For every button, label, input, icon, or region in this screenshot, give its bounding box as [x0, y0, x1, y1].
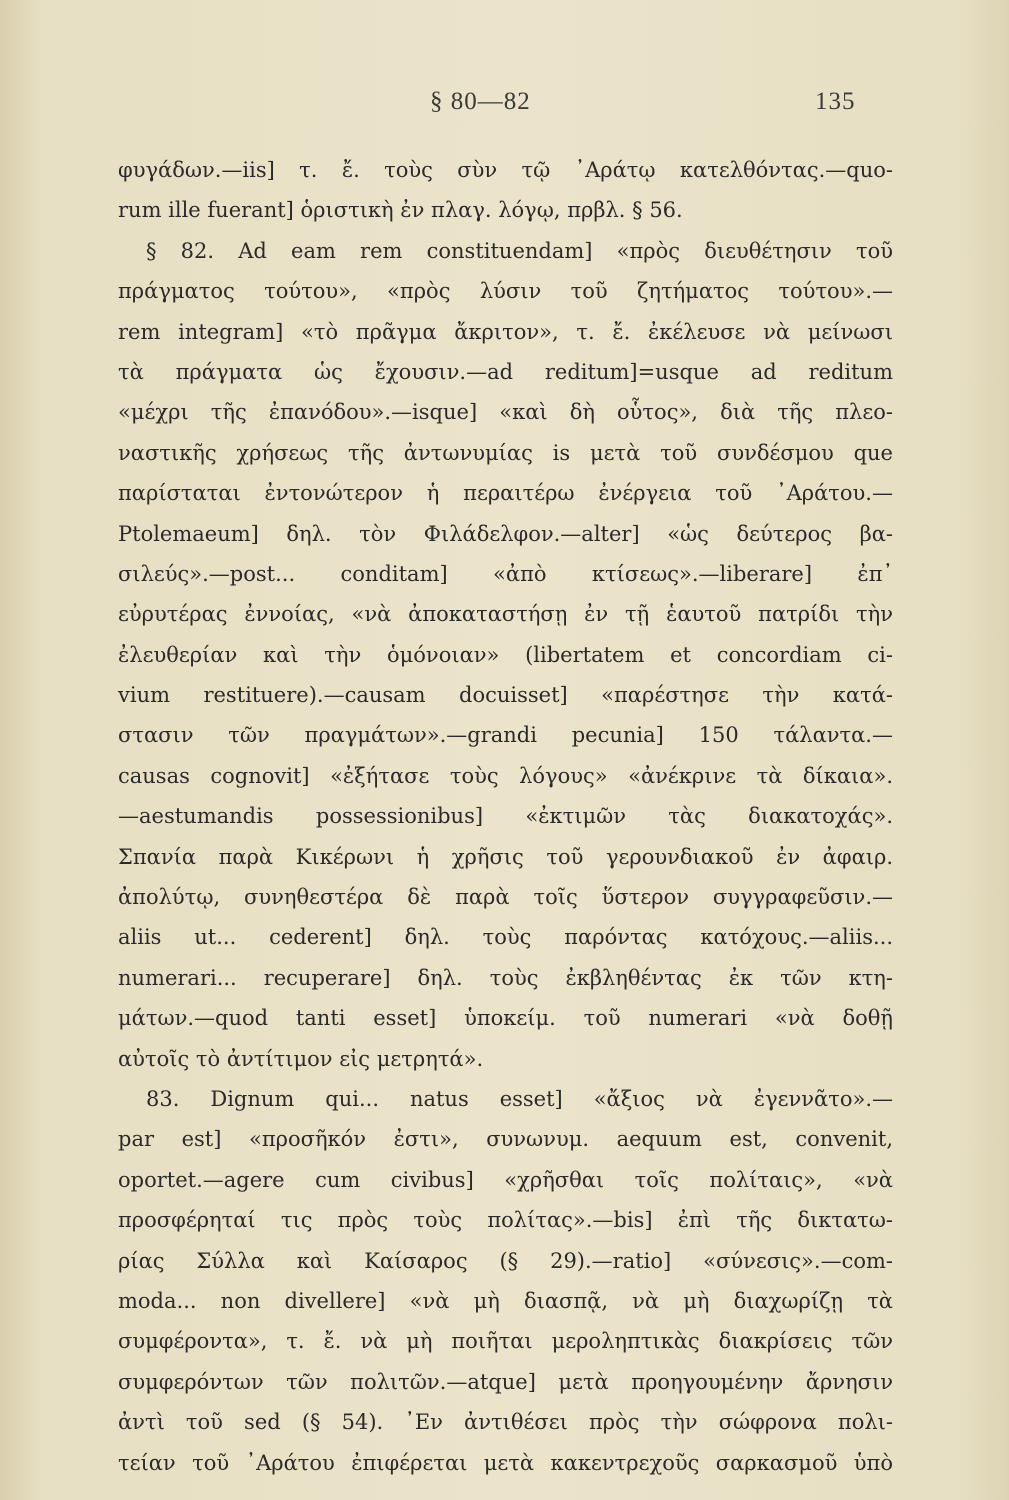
text-line: Σπανία παρὰ Κικέρωνι ἡ χρῆσις τοῦ γερουνδιακοῦ ἐν ἀφαιρ. — [118, 844, 893, 869]
text-line: ἀντὶ τοῦ sed (§ 54). ᾽Εν ἀντιθέσει πρὸς τὴν σώφρονα πολι- — [118, 1410, 893, 1435]
running-head — [0, 88, 1009, 128]
text-line: causas cognovit] «ἐξήτασε τοὺς λόγους» «ἀνέκρινε τὰ δίκαια». — [118, 763, 893, 788]
text-line: vium restituere).—causam docuisset] «παρέστησε τὴν κατά- — [118, 683, 893, 708]
section-range: § 80—82 — [430, 88, 531, 115]
text-line: προσφέρηταί τις πρὸς τοὺς πολίτας».—bis] ἐπὶ τῆς δικτατω- — [118, 1208, 893, 1233]
text-line: numerari... recuperare] δηλ. τοὺς ἐκβληθέντας ἐκ τῶν κτη- — [118, 965, 893, 990]
text-line: 83. Dignum qui... natus esset] «ἄξιος νὰ ἐγεννᾶτο».— — [146, 1086, 893, 1111]
text-line: εὐρυτέρας ἐννοίας, «νὰ ἀποκαταστήσῃ ἐν τῇ ἑαυτοῦ πατρίδι τὴν — [118, 602, 893, 627]
text-line: ἐλευθερίαν καὶ τὴν ὁμόνοιαν» (libertatem et concordiam ci- — [118, 642, 893, 667]
text-line: § 82. Ad eam rem constituendam] «πρὸς διευθέτησιν τοῦ — [146, 238, 893, 263]
text-line: φυγάδων.—iis] τ. ἔ. τοὺς σὺν τῷ ᾽Αράτῳ κατελθόντας.—quo- — [118, 158, 893, 182]
text-line: moda... non divellere] «νὰ μὴ διασπᾷ, νὰ μὴ διαχωρίζῃ τὰ — [118, 1288, 893, 1313]
text-line: τὰ πράγματα ὡς ἔχουσιν.—ad reditum]=usque ad reditum — [118, 359, 893, 384]
text-line: μάτων.—quod tanti esset] ὑποκείμ. τοῦ numerari «νὰ δοθῇ — [118, 1006, 893, 1031]
text-line: —aestumandis possessionibus] «ἐκτιμῶν τὰς διακατοχάς». — [118, 804, 893, 829]
text-line: aliis ut... cederent] δηλ. τοὺς παρόντας κατόχους.—aliis... — [118, 925, 893, 950]
text-line: συμφερόντων τῶν πολιτῶν.—atque] μετὰ προηγουμένην ἄρνησιν — [118, 1369, 893, 1394]
page-number: 135 — [815, 88, 856, 115]
text-line: «μέχρι τῆς ἐπανόδου».—isque] «καὶ δὴ οὗτος», διὰ τῆς πλεο- — [118, 400, 893, 425]
text-line: ἀπολύτῳ, συνηθεστέρα δὲ παρὰ τοῖς ὕστερον συγγραφεῦσιν.— — [118, 885, 893, 910]
text-line: αὐτοῖς τὸ ἀντίτιμον εἰς μετρητά». — [118, 1046, 484, 1071]
text-line: Ptolemaeum] δηλ. τὸν Φιλάδελφον.—alter] «ὡς δεύτερος βα- — [118, 521, 893, 546]
text-line: oportet.—agere cum civibus] «χρῆσθαι τοῖς πολίταις», «νὰ — [118, 1167, 893, 1192]
text-line: τείαν τοῦ ᾽Αράτου ἐπιφέρεται μετὰ κακεντρεχοῦς σαρκασμοῦ ὑπὸ — [118, 1450, 893, 1475]
text-line: πράγματος τούτου», «πρὸς λύσιν τοῦ ζητήματος τούτου».— — [118, 279, 893, 304]
text-line: σιλεύς».—post... conditam] «ἀπὸ κτίσεως».—liberare] ἐπ᾽ — [118, 561, 893, 586]
text-line: στασιν τῶν πραγμάτων».—grandi pecunia] 150 τάλαντα.— — [118, 723, 893, 748]
text-line: ναστικῆς χρήσεως τῆς ἀντωνυμίας is μετὰ τοῦ συνδέσμου que — [118, 440, 893, 465]
text-line: παρίσταται ἐντονώτερον ἡ περαιτέρω ἐνέργεια τοῦ ᾽Αράτου.— — [118, 481, 893, 506]
text-line: rem integram] «τὸ πρᾶγμα ἄκριτον», τ. ἔ. ἐκέλευσε νὰ μείνωσι — [118, 319, 893, 344]
text-line: συμφέροντα», τ. ἔ. νὰ μὴ ποιῆται μεροληπτικὰς διακρίσεις τῶν — [118, 1329, 893, 1354]
text-line: par est] «προσῆκόν ἐστι», συνωνυμ. aequum est, convenit, — [118, 1127, 893, 1152]
text-line: ρίας Σύλλα καὶ Καίσαρος (§ 29).—ratio] «σύνεσις».—com- — [118, 1248, 893, 1273]
commentary-text — [118, 150, 893, 1483]
text-line: rum ille fuerant] ὁριστικὴ ἐν πλαγ. λόγῳ, πρβλ. § 56. — [118, 198, 683, 223]
